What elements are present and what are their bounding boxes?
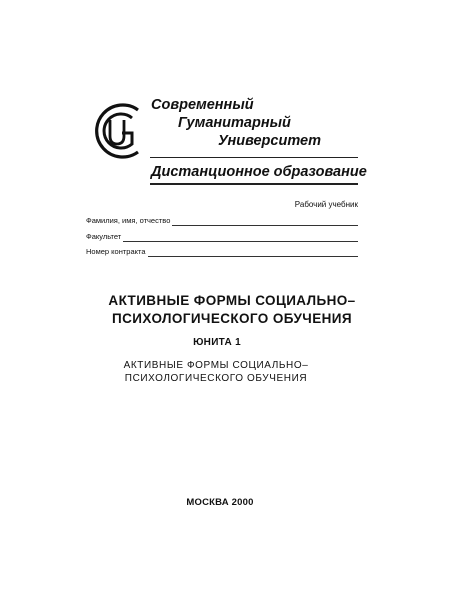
header-divider-top bbox=[150, 157, 358, 158]
full-name-blank-line bbox=[172, 217, 358, 226]
full-name-label: Фамилия, имя, отчество bbox=[86, 216, 171, 225]
unit-label: ЮНИТА 1 bbox=[193, 337, 241, 348]
main-title-line-1: АКТИВНЫЕ ФОРМЫ СОЦИАЛЬНО– bbox=[108, 293, 356, 308]
subtitle-line-1: АКТИВНЫЕ ФОРМЫ СОЦИАЛЬНО– bbox=[123, 360, 309, 371]
faculty-field bbox=[86, 232, 358, 242]
document-type-label: Рабочий учебник bbox=[294, 200, 358, 209]
university-name-line-1: Современный bbox=[151, 97, 254, 113]
subtitle-line-2: ПСИХОЛОГИЧЕСКОГО ОБУЧЕНИЯ bbox=[124, 373, 308, 384]
faculty-blank-line bbox=[123, 233, 358, 242]
contract-number-label: Номер контракта bbox=[86, 247, 146, 256]
university-name-line-2: Гуманитарный bbox=[178, 115, 291, 131]
contract-number-field bbox=[86, 247, 358, 257]
city-year: МОСКВА 2000 bbox=[186, 497, 254, 508]
full-name-field bbox=[86, 216, 358, 226]
main-title-line-2: ПСИХОЛОГИЧЕСКОГО ОБУЧЕНИЯ bbox=[112, 311, 352, 326]
faculty-label: Факультет bbox=[86, 232, 122, 241]
header-divider-bottom bbox=[150, 183, 358, 185]
contract-number-blank-line bbox=[148, 248, 358, 257]
university-name-line-3: Университет bbox=[218, 133, 321, 149]
program-title: Дистанционное образование bbox=[151, 164, 367, 180]
university-logo-icon bbox=[86, 100, 148, 162]
